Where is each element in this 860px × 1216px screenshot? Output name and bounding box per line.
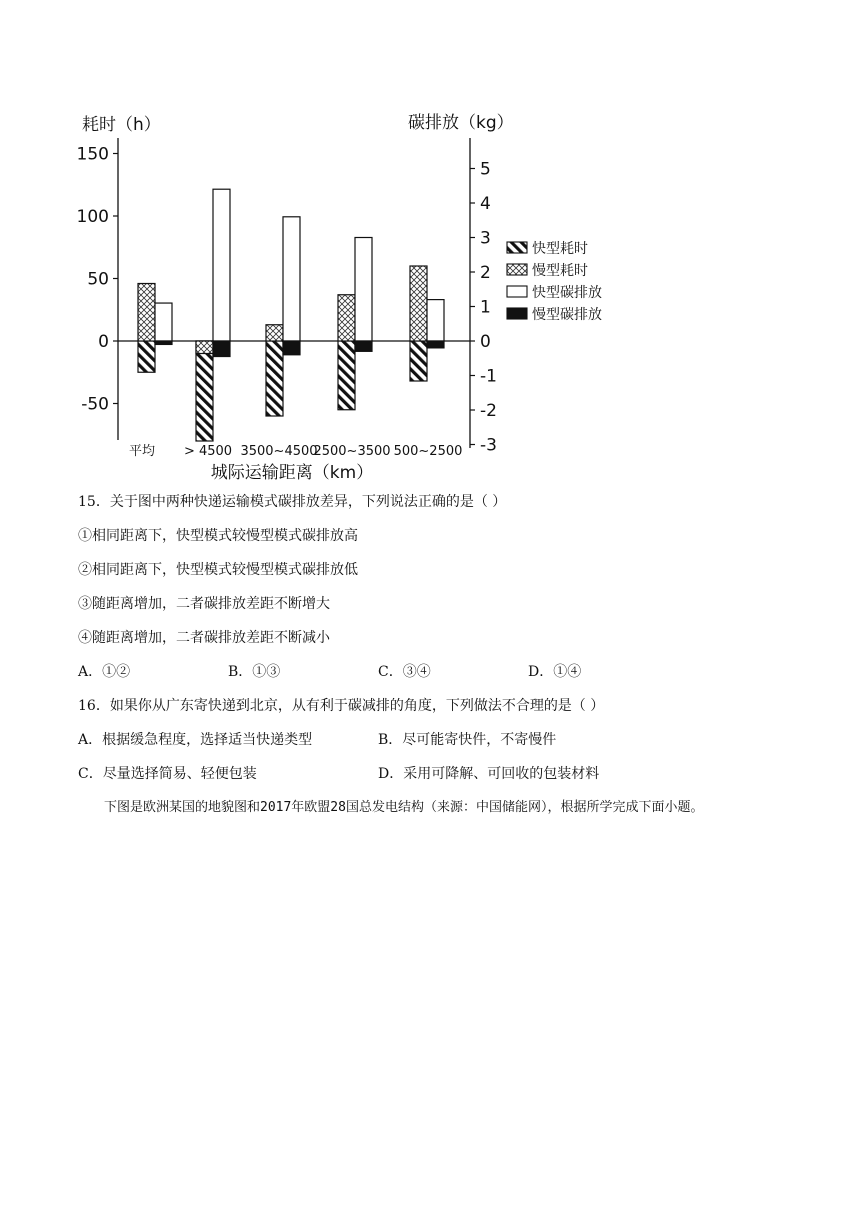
- q15-stem: 15．关于图中两种快递运输模式碳排放差异，下列说法正确的是（ ）: [78, 494, 507, 510]
- category-label: > 4500: [183, 444, 233, 459]
- q16-stem: 16．如果你从广东寄快递到北京，从有利于碳减排的角度，下列做法不合理的是（ ）: [78, 698, 605, 714]
- bar-white-3: [355, 238, 372, 342]
- bar-black-0: [155, 341, 172, 344]
- left-axis-title: 耗时（h）: [82, 115, 161, 135]
- right-tick-label: -2: [480, 401, 497, 421]
- bar-white-4: [427, 300, 444, 341]
- bar-white-0: [155, 303, 172, 341]
- bar-hatch-4: [410, 341, 427, 381]
- q16-option-d[interactable]: D．采用可降解、可回收的包装材料: [378, 766, 600, 782]
- legend-swatch-black: [507, 308, 527, 319]
- right-tick-label: 1: [480, 297, 491, 318]
- legend-label: 慢型耗时: [532, 263, 588, 279]
- intro-paragraph: 下图是欧洲某国的地貌图和2017年欧盟28国总发电结构（来源：中国储能网），根据所学完成下面小题。: [104, 800, 704, 815]
- right-tick-label: 0: [480, 332, 491, 352]
- q15-option-a[interactable]: A．①②: [78, 664, 131, 680]
- legend-swatch-cross: [507, 264, 527, 275]
- bar-cross-2: [266, 325, 283, 341]
- right-axis-title: 碳排放（kg）: [408, 113, 514, 133]
- q16-option-a[interactable]: A．根据缓急程度，选择适当快递类型: [78, 732, 313, 748]
- right-tick-label: -1: [480, 366, 497, 387]
- legend-label: 快型耗时: [532, 241, 588, 257]
- bar-black-3: [355, 341, 372, 351]
- category-label: 平均: [128, 444, 156, 459]
- right-tick-label: 4: [480, 194, 491, 214]
- right-tick-label: 3: [480, 228, 491, 249]
- left-tick-label: 50: [87, 269, 109, 290]
- legend-label: 快型碳排放: [532, 285, 602, 301]
- bar-white-1: [213, 189, 230, 341]
- q15-option-d[interactable]: D．①④: [528, 664, 582, 680]
- legend-swatch-white: [507, 286, 527, 297]
- q15-item-1: ①相同距离下，快型模式较慢型模式碳排放高: [78, 528, 358, 544]
- bar-black-4: [427, 341, 444, 348]
- bar-hatch-0: [138, 341, 155, 372]
- left-tick-label: 100: [76, 207, 109, 227]
- legend-label: 慢型碳排放: [532, 307, 602, 323]
- q15-item-3: ③随距离增加，二者碳排放差距不断增大: [78, 596, 330, 612]
- category-label: 500~2500: [393, 444, 463, 459]
- q16-option-c[interactable]: C．尽量选择简易、轻便包装: [78, 766, 257, 782]
- bar-cross-1: [196, 341, 213, 354]
- bar-cross-4: [410, 266, 427, 341]
- left-tick-label: 0: [98, 332, 109, 352]
- bar-black-2: [283, 341, 300, 355]
- x-axis-title: 城际运输距离（km）: [210, 463, 374, 483]
- right-tick-label: -3: [480, 435, 497, 456]
- bar-hatch-2: [266, 341, 283, 416]
- q15-item-2: ②相同距离下，快型模式较慢型模式碳排放低: [78, 562, 358, 578]
- category-label: 2500~3500: [313, 444, 391, 459]
- bar-cross-0: [138, 284, 155, 342]
- bar-chart: [60, 100, 620, 485]
- bar-hatch-1: [196, 341, 213, 441]
- left-tick-label: 150: [76, 144, 109, 165]
- legend-swatch-hatch: [507, 242, 527, 253]
- q15-item-4: ④随距离增加，二者碳排放差距不断减小: [78, 630, 330, 646]
- q16-option-b[interactable]: B．尽可能寄快件，不寄慢件: [378, 732, 557, 748]
- category-label: 3500~4500: [240, 444, 318, 459]
- bar-black-1: [213, 341, 230, 357]
- left-tick-label: -50: [81, 394, 109, 415]
- bar-white-2: [283, 217, 300, 341]
- bar-hatch-3: [338, 341, 355, 410]
- right-tick-label: 5: [480, 159, 491, 180]
- right-tick-label: 2: [480, 263, 491, 283]
- bar-cross-3: [338, 295, 355, 341]
- q15-option-b[interactable]: B．①③: [228, 664, 281, 680]
- q15-option-c[interactable]: C．③④: [378, 664, 431, 680]
